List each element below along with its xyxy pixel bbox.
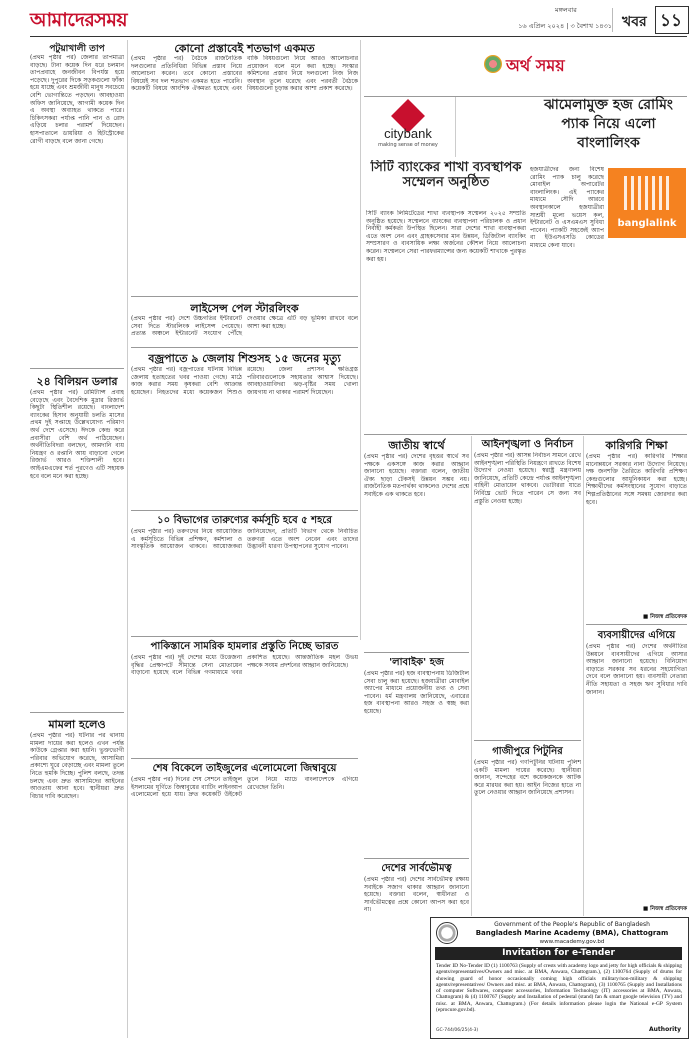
- article-24-billion-body: (প্রথম পৃষ্ঠার পর) রেমিট্যান্স প্রবাহ বেড়েছে এবং বৈদেশিক মুদ্রার রিজার্ভ কিছুটা স্থিতিশীল রয়েছে। বাংলাদেশ ব্যাংকের হিসাব অনুযায়ী চলতি মাসের প্রথম দুই সপ্তাহে উল্লেখযোগ্য পরিমাণ অর্থ দেশে এসেছে। ঈদকে কেন্দ্র করে প্রবাসীরা বেশি অর্থ পাঠিয়েছেন। অর্থনীতিবিদরা বলছেন, আমদানি ব্যয় নিয়ন্ত্রণ ও রপ্তানি আয় বাড়ানো গেলে রিজার্ভ আরও শক্তিশালী হবে। আইএমএফের শর্ত পূরণেও এটি সহায়ক হবে বলে মনে করা হচ্ছে।: [30, 389, 124, 480]
- headline-technical-education: কারিগরি শিক্ষা: [605, 439, 668, 452]
- headline-citybank: সিটি ব্যাংকের শাখা ব্যবস্থাপক সম্মেলন অনুষ্ঠিত: [370, 160, 522, 190]
- headline-24-billion: ২৪ বিলিয়ন ডলার: [36, 375, 118, 388]
- masthead-rule: [30, 36, 687, 37]
- masthead-day: মঙ্গলবার: [555, 6, 577, 14]
- arthosomoy-banner: [364, 40, 687, 97]
- article-technical-education-body: (প্রথম পৃষ্ঠার পর) কারিগরি শিক্ষার মানোন্নয়নে সরকার নানা উদ্যোগ নিয়েছে। দক্ষ জনশক্তি তৈরিতে কারিগরি প্রশিক্ষণ কেন্দ্রগুলোর আধুনিকায়ন করা হচ্ছে। শিক্ষার্থীদের কর্মসংস্থানের সুযোগ বাড়াতে শিল্পপ্রতিষ্ঠানের সঙ্গে সমন্বয় জোরদার করা হবে।: [586, 453, 687, 506]
- headline-india-pakistan: পাকিস্তানে সামরিক হামলার প্রস্তুতি নিচ্ছে ভারত: [150, 641, 339, 652]
- tender-notice: [430, 917, 689, 1039]
- tender-government: Government of the People's Republic of Bangladesh: [494, 921, 650, 928]
- article-labbaik-body: (প্রথম পৃষ্ঠার পর) হজ ব্যবস্থাপনায় ডিজিটাল সেবা চালু করা হয়েছে। হজযাত্রীরা মোবাইল অ্যাপের মাধ্যমে প্রয়োজনীয় তথ্য ও সেবা পাবেন। ধর্ম মন্ত্রণালয় জানিয়েছে, এবারের হজ ব্যবস্থাপনা আরও সহজ ও স্বচ্ছ করা হয়েছে।: [364, 670, 469, 715]
- article-heat-body: (প্রথম পৃষ্ঠার পর) জেলার তাপমাত্রা বাড়ছে। টানা কয়েক দিন ধরে চলমান তাপপ্রবাহে জনজীবন বিপর্যস্ত হয়ে পড়েছে। দুপুরের দিকে সড়কগুলো ফাঁকা হয়ে যাচ্ছে এবং শ্রমজীবী মানুষ সবচেয়ে বেশি ভোগান্তিতে পড়ছেন। আবহাওয়া অফিস জানিয়েছে, আগামী কয়েক দিন এ অবস্থা অব্যাহত থাকতে পারে। চিকিৎসকরা পর্যাপ্ত পানি পান ও রোদ এড়িয়ে চলার পরামর্শ দিয়েছেন। হাসপাতালে ডায়রিয়া ও হিটস্ট্রোকের রোগী বাড়ছে বলে জানা গেছে।: [30, 54, 124, 145]
- article-businessmen-body: (প্রথম পৃষ্ঠার পর) দেশের অর্থনীতির উন্নয়নে ব্যবসায়ীদের এগিয়ে আসার আহ্বান জানানো হয়েছে। বিনিয়োগ বাড়াতে সরকার সব ধরনের সহযোগিতা দেবে বলে জানানো হয়। ব্যবসায়ী নেতারা নীতি সহায়তা ও সহজ ঋণ সুবিধার দাবি জানান।: [586, 643, 687, 696]
- byline-technical-education: ■ নিজস্ব প্রতিবেদক: [643, 614, 687, 620]
- byline-businessmen: ■ নিজস্ব প্রতিবেদক: [643, 906, 687, 912]
- article-law-election-body: (প্রথম পৃষ্ঠার পর) আসন্ন নির্বাচন সামনে রেখে আইনশৃঙ্খলা পরিস্থিতি নিয়ন্ত্রণে রাখতে বিশেষ উদ্যোগ নেওয়া হয়েছে। স্বরাষ্ট্র মন্ত্রণালয় জানিয়েছে, প্রতিটি কেন্দ্রে পর্যাপ্ত আইনশৃঙ্খলা বাহিনী মোতায়েন থাকবে। ভোটাররা যাতে নির্বিঘ্নে ভোট দিতে পারেন সে জন্য সব প্রস্তুতি নেওয়া হচ্ছে।: [474, 452, 581, 505]
- arthosomoy-title: অর্থ সময়: [506, 56, 565, 75]
- headline-businessmen: ব্যবসায়ীদের এগিয়ে: [597, 630, 676, 641]
- headline-starlink: লাইসেন্স পেল স্টারলিংক: [190, 302, 299, 315]
- article-starlink-body: (প্রথম পৃষ্ঠার পর) দেশে উচ্চগতির ইন্টারনেট সেবা দিতে স্টারলিংক লাইসেন্স পেয়েছে। প্রত্যন্ত অঞ্চলে ইন্টারনেট সংযোগ পৌঁছে দেওয়ার ক্ষেত্রে এটি বড় ভূমিকা রাখবে বলে আশা করা হচ্ছে।: [131, 315, 358, 338]
- article-lightning-body: (প্রথম পৃষ্ঠার পর) বজ্রপাতের ঘটনায় বিভিন্ন জেলায় হতাহতের খবর পাওয়া গেছে। মাঠে কাজ করার সময় কৃষকরা বেশি আক্রান্ত হয়েছেন। নিহতদের মধ্যে কয়েকজন শিশুও রয়েছে। জেলা প্রশাসন ক্ষতিগ্রস্ত পরিবারগুলোকে সহায়তার আশ্বাস দিয়েছে। আবহাওয়াবিদরা ঝড়-বৃষ্টির সময় খোলা জায়গায় না থাকার পরামর্শ দিয়েছেন।: [131, 366, 358, 396]
- tender-title: Invitation for e-Tender: [435, 947, 682, 960]
- banglalink-logo: [608, 168, 686, 238]
- citybank-tagline: making sense of money: [378, 142, 438, 148]
- tender-code: GC-744/06/25(4-3): [436, 1028, 479, 1033]
- headline-heat: পটুয়াখালী তাপ: [49, 44, 105, 54]
- headline-lightning: বজ্রপাতে ৯ জেলায় শিশুসহ ১৫ জনের মৃত্যু: [148, 352, 341, 365]
- tender-authority: Authority: [649, 1026, 681, 1033]
- banglalink-name: banglalink: [617, 218, 677, 229]
- tender-website: www.macademy.gov.bd: [539, 939, 605, 945]
- article-citybank-body: সিটি ব্যাংক লিমিটেডের শাখা ব্যবস্থাপক সম্মেলন ২০২৫ সম্প্রতি অনুষ্ঠিত হয়েছে। সম্মেলনে ব্যাংকের ব্যবস্থাপনা পরিচালক ও প্রধান নির্বাহী কর্মকর্তা উপস্থিত ছিলেন। সারা দেশের শাখা ব্যবস্থাপকরা এতে অংশ নেন এবং গ্রাহকসেবার মান উন্নয়ন, ডিজিটাল ব্যাংকিং সম্প্রসারণ ও ব্যবসায়িক লক্ষ্য অর্জনের কৌশল নিয়ে আলোচনা করেন। সম্মেলনে সেরা পারফরম্যান্সের জন্য কয়েকটি শাখাকে পুরস্কৃত করা হয়।: [366, 210, 526, 263]
- headline-gazipur: গাজীপুরে পিটুনির: [492, 746, 563, 757]
- arthosomoy-logo-icon: [484, 55, 502, 73]
- tender-organization: Bangladesh Marine Academy (BMA), Chattogram: [475, 929, 669, 937]
- article-youth-program-body: (প্রথম পৃষ্ঠার পর) তরুণদের নিয়ে আয়োজিত এ কর্মসূচিতে বিভিন্ন প্রশিক্ষণ, কর্মশালা ও সাংস্কৃতিক আয়োজন থাকবে। আয়োজকরা জানিয়েছেন, প্রতিটি বিভাগ থেকে নির্বাচিত তরুণরা এতে অংশ নেবেন এবং তাদের উদ্ভাবনী ধারণা উপস্থাপনের সুযোগ পাবেন।: [131, 528, 358, 551]
- headline-youth-program: ১০ বিভাগের তারুণ্যের কর্মসূচি হবে ৫ শহরে: [157, 515, 332, 526]
- article-gazipur-body: (প্রথম পৃষ্ঠার পর) গণপিটুনির ঘটনায় পুলিশ একটি মামলা দায়ের করেছে। স্থানীয়রা জানান, সন্দেহের বশে কয়েকজনকে আটক করে মারধর করা হয়। আইন নিজের হাতে না তুলে নেওয়ার আহ্বান জানিয়েছে প্রশাসন।: [474, 759, 581, 797]
- section-name: খবর: [622, 14, 647, 30]
- article-sovereignty-body: (প্রথম পৃষ্ঠার পর) দেশের সার্বভৌমত্ব রক্ষায় সবাইকে সজাগ থাকার আহ্বান জানানো হয়েছে। বক্তারা বলেন, স্বাধীনতা ও সার্বভৌমত্বের প্রশ্নে কোনো আপস করা হবে না।: [364, 876, 469, 914]
- headline-consensus: কোনো প্রস্তাবেই শতভাগ একমত: [174, 42, 315, 55]
- headline-labbaik: 'লাবাইক' হজ: [389, 657, 444, 668]
- article-india-pakistan-body: (প্রথম পৃষ্ঠার পর) দুই দেশের মধ্যে উত্তেজনা বৃদ্ধির প্রেক্ষাপটে সীমান্তে সেনা মোতায়েন বাড়ানো হয়েছে বলে বিভিন্ন গণমাধ্যমে খবর প্রকাশিত হয়েছে। আন্তর্জাতিক মহল উভয় পক্ষকে সংযম প্রদর্শনের আহ্বান জানিয়েছে।: [131, 654, 358, 677]
- bangladesh-emblem-icon: [436, 922, 458, 944]
- article-consensus-body: (প্রথম পৃষ্ঠার পর) বৈঠকে রাজনৈতিক দলগুলোর প্রতিনিধিরা বিভিন্ন প্রস্তাব নিয়ে আলোচনা করেন। তবে কোনো প্রস্তাবের বিষয়েই সব দল শতভাগ একমত হতে পারেনি। কয়েকটি বিষয়ে আংশিক ঐকমত্য হয়েছে এবং বাকি বিষয়গুলো নিয়ে আরও আলোচনার প্রয়োজন বলে মনে করা হচ্ছে। সংস্কার কমিশনের প্রস্তাব নিয়ে দলগুলো নিজ নিজ অবস্থান তুলে ধরেছে এবং পরবর্তী বৈঠকে বিষয়গুলো চূড়ান্ত করার আশা প্রকাশ করেছে।: [131, 55, 358, 93]
- headline-taijul: শেষ বিকেলে তাইজুলের এলোমেলো জিম্বাবুয়ে: [152, 763, 337, 774]
- masthead: [0, 0, 700, 40]
- citybank-logo: [366, 100, 450, 152]
- banglalink-logo-icon: [624, 176, 670, 210]
- newspaper-logo: আমাদেরসময়: [30, 9, 128, 31]
- article-case-body: (প্রথম পৃষ্ঠার পর) ঘটনার পর থানায় মামলা দায়ের করা হলেও এখন পর্যন্ত কাউকে গ্রেপ্তার করা হয়নি। ভুক্তভোগী পরিবার অভিযোগ করেছে, আসামিরা প্রকাশ্যে ঘুরে বেড়াচ্ছে এবং মামলা তুলে নিতে হুমকি দিচ্ছে। পুলিশ বলছে, তদন্ত চলছে এবং দ্রুত আসামিদের আইনের আওতায় আনা হবে। স্থানীয়রা দ্রুত বিচার দাবি করেছেন।: [30, 732, 124, 800]
- page-number: ১১: [659, 11, 683, 31]
- tender-body: Tender ID No-Tender ID (1) 1100763 (Supply of crests with academy logo and jetty for high officials & shipping agents/representatives/Owners and misc. at BMA, Anwara, Chattogram.), (2) 1100764 (Supply of drums for showing guard of honor occasionally coming high officials military/non-military & shipping agents/representatives/ Owners and misc. at BMA, Anwara, Chattogram), (3) 1100765 (Supply and Installations of computer Softwares, computer accessories, Information Technology (IT) accessories at BMA, Anwara, Chattogram) & (4) 1100767 (Supply and Installation of pedestal (stand) fan & smart google television (TV) and misc. at BMA, Anwara, Chattogram.) (For details information please login the National e-GP System (eprocure.gov.bd).: [436, 963, 682, 1014]
- article-banglalink-body: হজযাত্রীদের জন্য বিশেষ রোমিং প্যাক চালু করেছে মোবাইল অপারেটর বাংলালিংক। এই প্যাকের মাধ্যমে সৌদি আরবে অবস্থানকালে হজযাত্রীরা সাশ্রয়ী মূল্যে ভয়েস কল, ইন্টারনেট ও এসএমএস সুবিধা পাবেন। প্যাকটি সহজেই অ্যাপ বা ইউএসএসডি কোডের মাধ্যমে কেনা যাবে।: [530, 166, 604, 249]
- headline-law-election: আইনশৃঙ্খলা ও নির্বাচন: [481, 439, 574, 450]
- headline-national-interest: জাতীয় স্বার্থে: [388, 439, 445, 452]
- citybank-name: citybank: [384, 126, 432, 141]
- headline-banglalink-hajj: ঝামেলামুক্ত হজ রোমিং প্যাক নিয়ে এলো বাংলালিংক: [544, 97, 673, 151]
- headline-case: মামলা হলেও: [48, 718, 106, 731]
- article-taijul-body: (প্রথম পৃষ্ঠার পর) দিনের শেষ সেশনে তাইজুল ইসলামের ঘূর্ণিতে জিম্বাবুয়ের ব্যাটিং লাইনআপ এলোমেলো হয়ে যায়। দ্রুত কয়েকটি উইকেট তুলে নিয়ে ম্যাচে বাংলাদেশকে এগিয়ে রেখেছেন তিনি।: [131, 776, 358, 799]
- headline-sovereignty: দেশের সার্বভৌমত্ব: [381, 863, 452, 874]
- article-national-interest-body: (প্রথম পৃষ্ঠার পর) দেশের বৃহত্তর স্বার্থে সব পক্ষকে একসঙ্গে কাজ করার আহ্বান জানানো হয়েছে। বক্তারা বলেন, জাতীয় ঐক্য ছাড়া টেকসই উন্নয়ন সম্ভব নয়। রাজনৈতিক মতপার্থক্য থাকলেও দেশের প্রশ্নে সবাইকে এক থাকতে হবে।: [364, 453, 469, 498]
- masthead-dateline: ১৬ এপ্রিল ২০২৪ | ৩ বৈশাখ ১৪৩১: [518, 22, 612, 30]
